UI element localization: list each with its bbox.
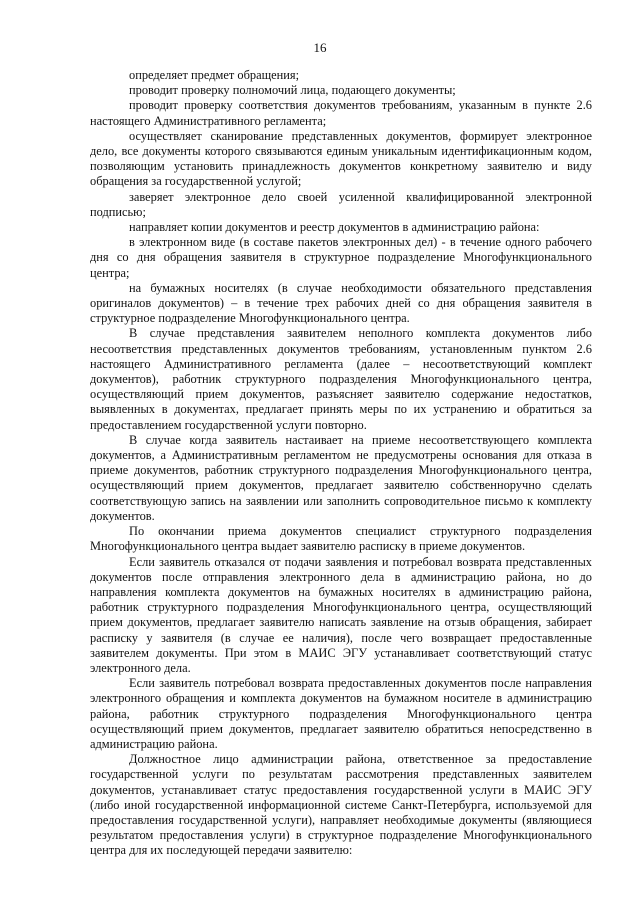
- paragraph: проводит проверку соответствия документов требованиям, указанным в пункте 2.6 настоящего Административного регламента;: [90, 98, 592, 128]
- paragraph: в электронном виде (в составе пакетов электронных дел) - в течение одного рабочего дня со дня обращения заявителя в структурное подразделение Многофункционального центра;: [90, 235, 592, 280]
- paragraph: проводит проверку полномочий лица, подающего документы;: [129, 83, 456, 98]
- paragraph: определяет предмет обращения;: [129, 68, 300, 82]
- paragraph: осуществляет сканирование представленных документов, формирует электронное дело, все документы которого связываются единым уникальным идентификационным кодом, позволяющим установить принадлежность документов конкретному заявителю и виду обращения за государственной услугой;: [90, 128, 592, 189]
- page-number: 16: [313, 40, 327, 55]
- document-body: [90, 68, 592, 859]
- paragraph: В случае представления заявителем неполного комплекта документов либо несоответствия представленных документов требованиям, установленным пунктом 2.6 настоящего Административного регламента (далее – несоответствующий комплект документов), работник структурного подразделения Многофункционального центра, осуществляющий прием документов, разъясняет заявителю содержание недостатков, выявленных в документах, предлагает принять меры по их устранению и обратиться за предоставлением государственной услуги повторно.: [90, 326, 592, 432]
- paragraph: направляет копии документов и реестр документов в администрацию района:: [129, 220, 540, 235]
- paragraph: Должностное лицо администрации района, ответственное за предоставление государственной услуги по результатам рассмотрения представленных заявителем документов, устанавливает статус предоставления государственной услуги в МАИС ЭГУ (либо иной государственной информационной системе Санкт-Петербурга, используемой для предоставления государственной услуги), направляет необходимые документы (являющиеся результатом предоставления услуги) в структурное подразделение Многофункционального центра для их последующей передачи заявителю:: [90, 752, 592, 858]
- paragraph: В случае когда заявитель настаивает на приеме несоответствующего комплекта документов, а Административным регламентом не предусмотрены основания для отказа в приеме документов, работник структурного подразделения Многофункционального центра, осуществляющий прием документов, предлагает заявителю собственноручно сделать соответствующую запись на заявлении или заполнить сопроводительное письмо к комплекту документов.: [90, 432, 592, 523]
- paragraph: на бумажных носителях (в случае необходимости обязательного представления оригиналов документов) – в течение трех рабочих дней со дня обращения заявителя в структурное подразделение Многофункционального центра.: [90, 280, 592, 326]
- paragraph: заверяет электронное дело своей усиленной квалифицированной электронной подписью;: [90, 189, 592, 219]
- paragraph: Если заявитель потребовал возврата предоставленных документов после направления электронного обращения и комплекта документов на бумажном носителе в администрацию района, работник структурного подразделения Многофункционального центра осуществляющий прием документов, предлагает заявителю обратиться непосредственно в администрацию района.: [90, 676, 592, 751]
- paragraph: Если заявитель отказался от подачи заявления и потребовал возврата представленных документов после отправления электронного дела в администрацию района, но до направления комплекта документов на бумажных носителях в администрацию района, работник структурного подразделения Многофункционального центра, осуществляющий прием документов, предлагает заявителю написать заявление на отзыв обращения, забирает расписку у заявителя (в случае ее наличия), после чего возвращает предоставленные заявителем документы. При этом в МАИС ЭГУ устанавливает соответствующий статус электронного дела.: [90, 554, 592, 675]
- paragraph: По окончании приема документов специалист структурного подразделения Многофункционального центра выдает заявителю расписку в приеме документов.: [90, 524, 592, 554]
